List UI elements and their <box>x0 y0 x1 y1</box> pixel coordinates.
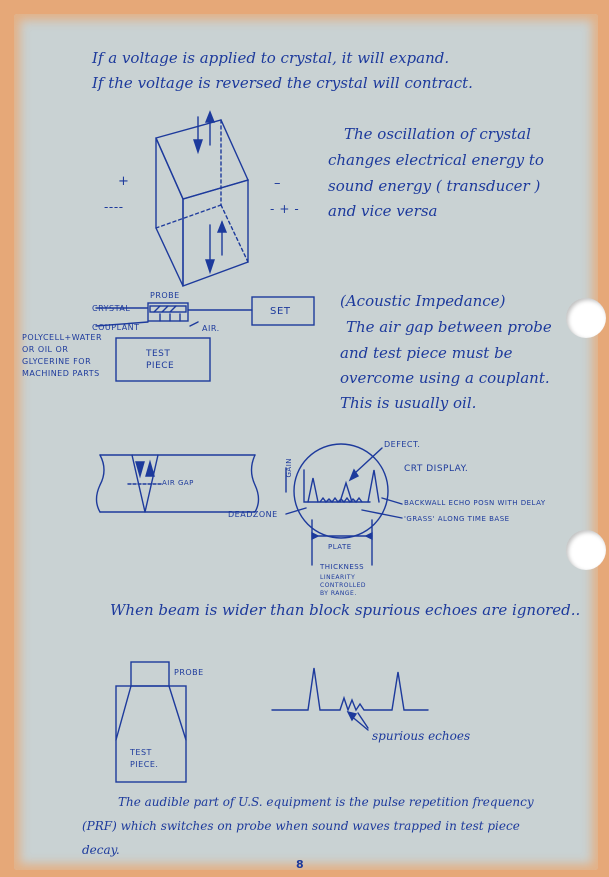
piece-label: PIECE <box>146 361 175 371</box>
grass-label: 'GRASS' ALONG TIME BASE <box>404 515 510 523</box>
air-label: AIR. <box>202 324 220 333</box>
impedance-line: and test piece must be <box>340 344 513 362</box>
oscillation-line: The oscillation of crystal <box>344 125 531 143</box>
deadzone-label: DEADZONE <box>228 510 278 519</box>
spurious-echoes-label: spurious echoes <box>372 729 471 743</box>
oscillation-line: and vice versa <box>328 202 438 220</box>
test-label: TEST <box>146 349 171 359</box>
minus-sign: – <box>274 176 282 191</box>
impedance-line: (Acoustic Impedance) <box>340 292 506 310</box>
probe-label: PROBE <box>150 291 180 300</box>
block-beam-sketch <box>97 444 403 565</box>
linearity-line: CONTROLLED <box>320 582 367 589</box>
couplant-type-line: POLYCELL+WATER <box>22 333 103 342</box>
plus-sign: + <box>118 174 130 189</box>
couplant-type-line: MACHINED PARTS <box>22 369 100 378</box>
crystal-cube-sketch <box>156 112 248 286</box>
impedance-line: This is usually oil. <box>340 394 477 412</box>
couplant-type-line: GLYCERINE FOR <box>22 357 92 366</box>
crt-display-label: CRT DISPLAY. <box>404 464 469 474</box>
page-number: 8 <box>296 858 304 871</box>
impedance-line: overcome using a couplant. <box>340 369 550 387</box>
prf-line: The audible part of U.S. equipment is the pulse repetition frequency <box>118 795 534 809</box>
wider-beam-note: When beam is wider than block spurious echoes are ignored.. <box>110 601 581 619</box>
probe-label-2: PROBE <box>174 668 204 677</box>
plate-label: PLATE <box>328 543 352 551</box>
oscillation-line: sound energy ( transducer ) <box>328 177 541 195</box>
backwall-label: BACKWALL ECHO POSN WITH DELAY <box>404 499 546 507</box>
linearity-line: LINEARITY <box>320 574 356 581</box>
probe-test-piece-sketch <box>116 662 428 782</box>
air-gap-label: AIR GAP <box>162 479 194 487</box>
set-label: SET <box>270 306 291 317</box>
dash-left: ---- <box>104 200 124 214</box>
intro-line-2: If the voltage is reversed the crystal will contract. <box>92 74 473 92</box>
prf-line: (PRF) which switches on probe when sound waves trapped in test piece <box>82 819 520 833</box>
intro-line-1: If a voltage is applied to crystal, it will expand. <box>92 49 450 67</box>
linearity-line: BY RANGE. <box>320 590 357 597</box>
oscillation-line: changes electrical energy to <box>328 151 544 169</box>
piece-label-2: PIECE. <box>130 760 159 769</box>
couplant-label: COUPLANT <box>92 323 140 332</box>
prf-line: decay. <box>82 843 120 857</box>
defect-label: DEFECT. <box>384 440 421 449</box>
dash-right: - + - <box>270 202 300 216</box>
test-label-2: TEST <box>130 748 152 757</box>
couplant-type-line: OR OIL OR <box>22 345 69 354</box>
impedance-line: The air gap between probe <box>346 318 552 336</box>
thickness-label: THICKNESS <box>320 563 365 571</box>
crystal-label: CRYSTAL <box>92 304 131 313</box>
gain-label: GAIN <box>285 458 293 478</box>
